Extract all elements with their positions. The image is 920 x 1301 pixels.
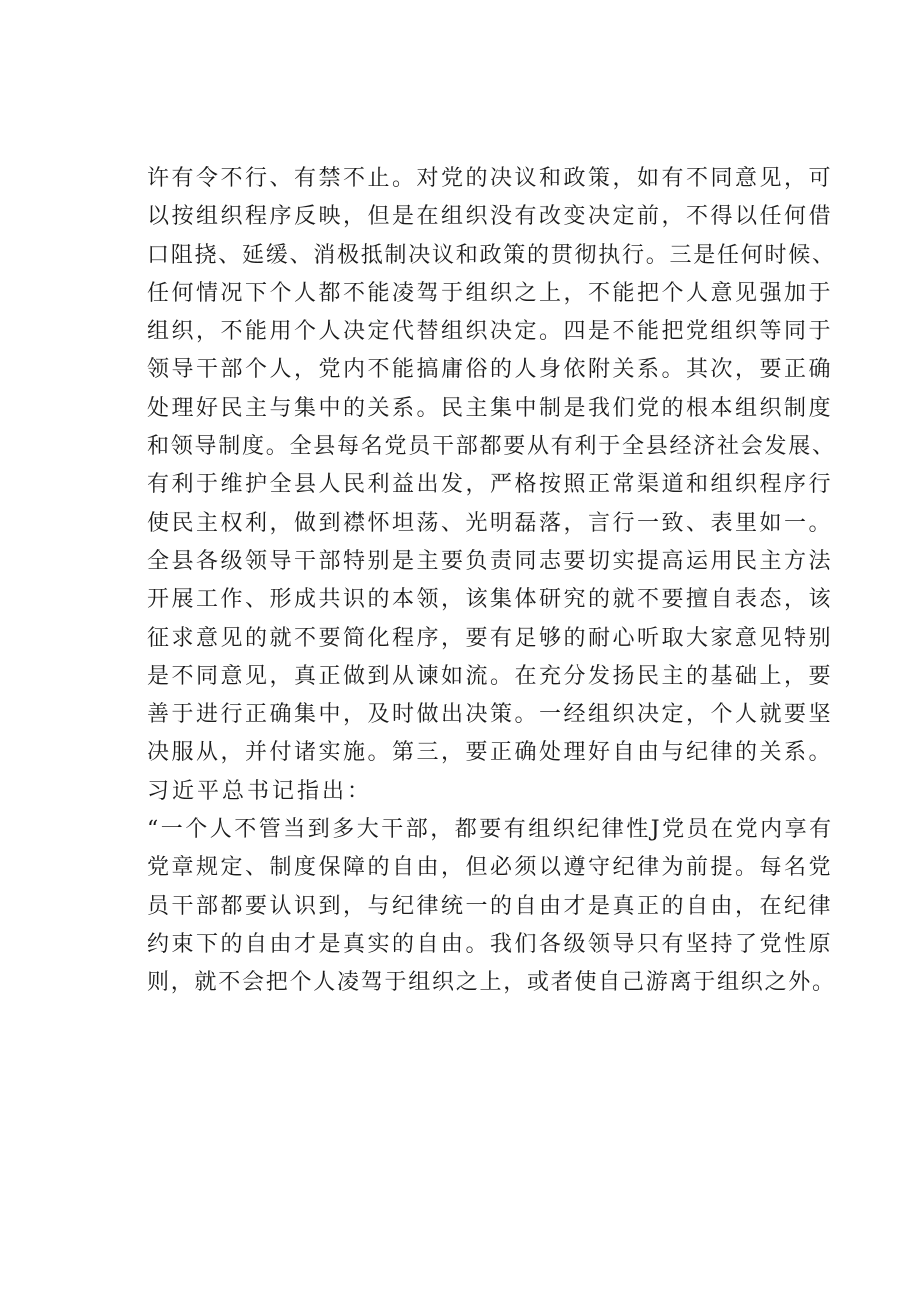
- text-line: 征求意见的就不要简化程序，要有足够的耐心听取大家意见特别: [147, 625, 834, 651]
- text-line: 约束下的自由才是真实的自由。我们各级领导只有坚持了党性原: [147, 931, 834, 957]
- text-line: 全县各级领导干部特别是主要负责同志要切实提高运用民主方法: [147, 548, 834, 574]
- text-line: 是不同意见，真正做到从谏如流。在充分发扬民主的基础上，要: [147, 663, 834, 689]
- text-line: 口阻挠、延缓、消极抵制决议和政策的贯彻执行。三是任何时候、: [147, 242, 836, 268]
- text-line: “一个人不管当到多大干部，都要有组织纪律性J党员在党内享有: [147, 817, 834, 843]
- text-line: 有利于维护全县人民利益出发，严格按照正常渠道和组织程序行: [147, 472, 834, 498]
- text-line: 开展工作、形成共识的本领，该集体研究的就不要擅自表态，该: [147, 587, 834, 613]
- text-line: 以按组织程序反映，但是在组织没有改变决定前，不得以任何借: [147, 204, 834, 230]
- text-line: 党章规定、制度保障的自由，但必须以遵守纪律为前提。每名党: [147, 855, 834, 881]
- text-line: 组织，不能用个人决定代替组织决定。四是不能把党组织等同于: [147, 319, 834, 345]
- text-line: 和领导制度。全县每名党员干部都要从有利于全县经济社会发展、: [147, 434, 836, 460]
- text-line: 员干部都要认识到，与纪律统一的自由才是真正的自由，在纪律: [147, 893, 834, 919]
- text-line: 则，就不会把个人凌驾于组织之上，或者使自己游离于组织之外。: [147, 970, 836, 996]
- text-line: 领导干部个人，党内不能搞庸俗的人身依附关系。其次，要正确: [147, 357, 834, 383]
- text-line: 习近平总书记指出：: [147, 778, 373, 804]
- text-line: 许有令不行、有禁不止。对党的决议和政策，如有不同意见，可: [147, 166, 834, 191]
- body-text: [147, 160, 837, 1003]
- text-line: 处理好民主与集中的关系。民主集中制是我们党的根本组织制度: [147, 395, 834, 421]
- text-line: 任何情况下个人都不能凌驾于组织之上，不能把个人意见强加于: [147, 280, 834, 306]
- text-line: 善于进行正确集中，及时做出决策。一经组织决定，个人就要坚: [147, 702, 834, 728]
- text-line: 决服从，并付诸实施。第三，要正确处理好自由与纪律的关系。: [147, 740, 834, 766]
- text-line: 使民主权利，做到襟怀坦荡、光明磊落，言行一致、表里如一。: [147, 510, 834, 536]
